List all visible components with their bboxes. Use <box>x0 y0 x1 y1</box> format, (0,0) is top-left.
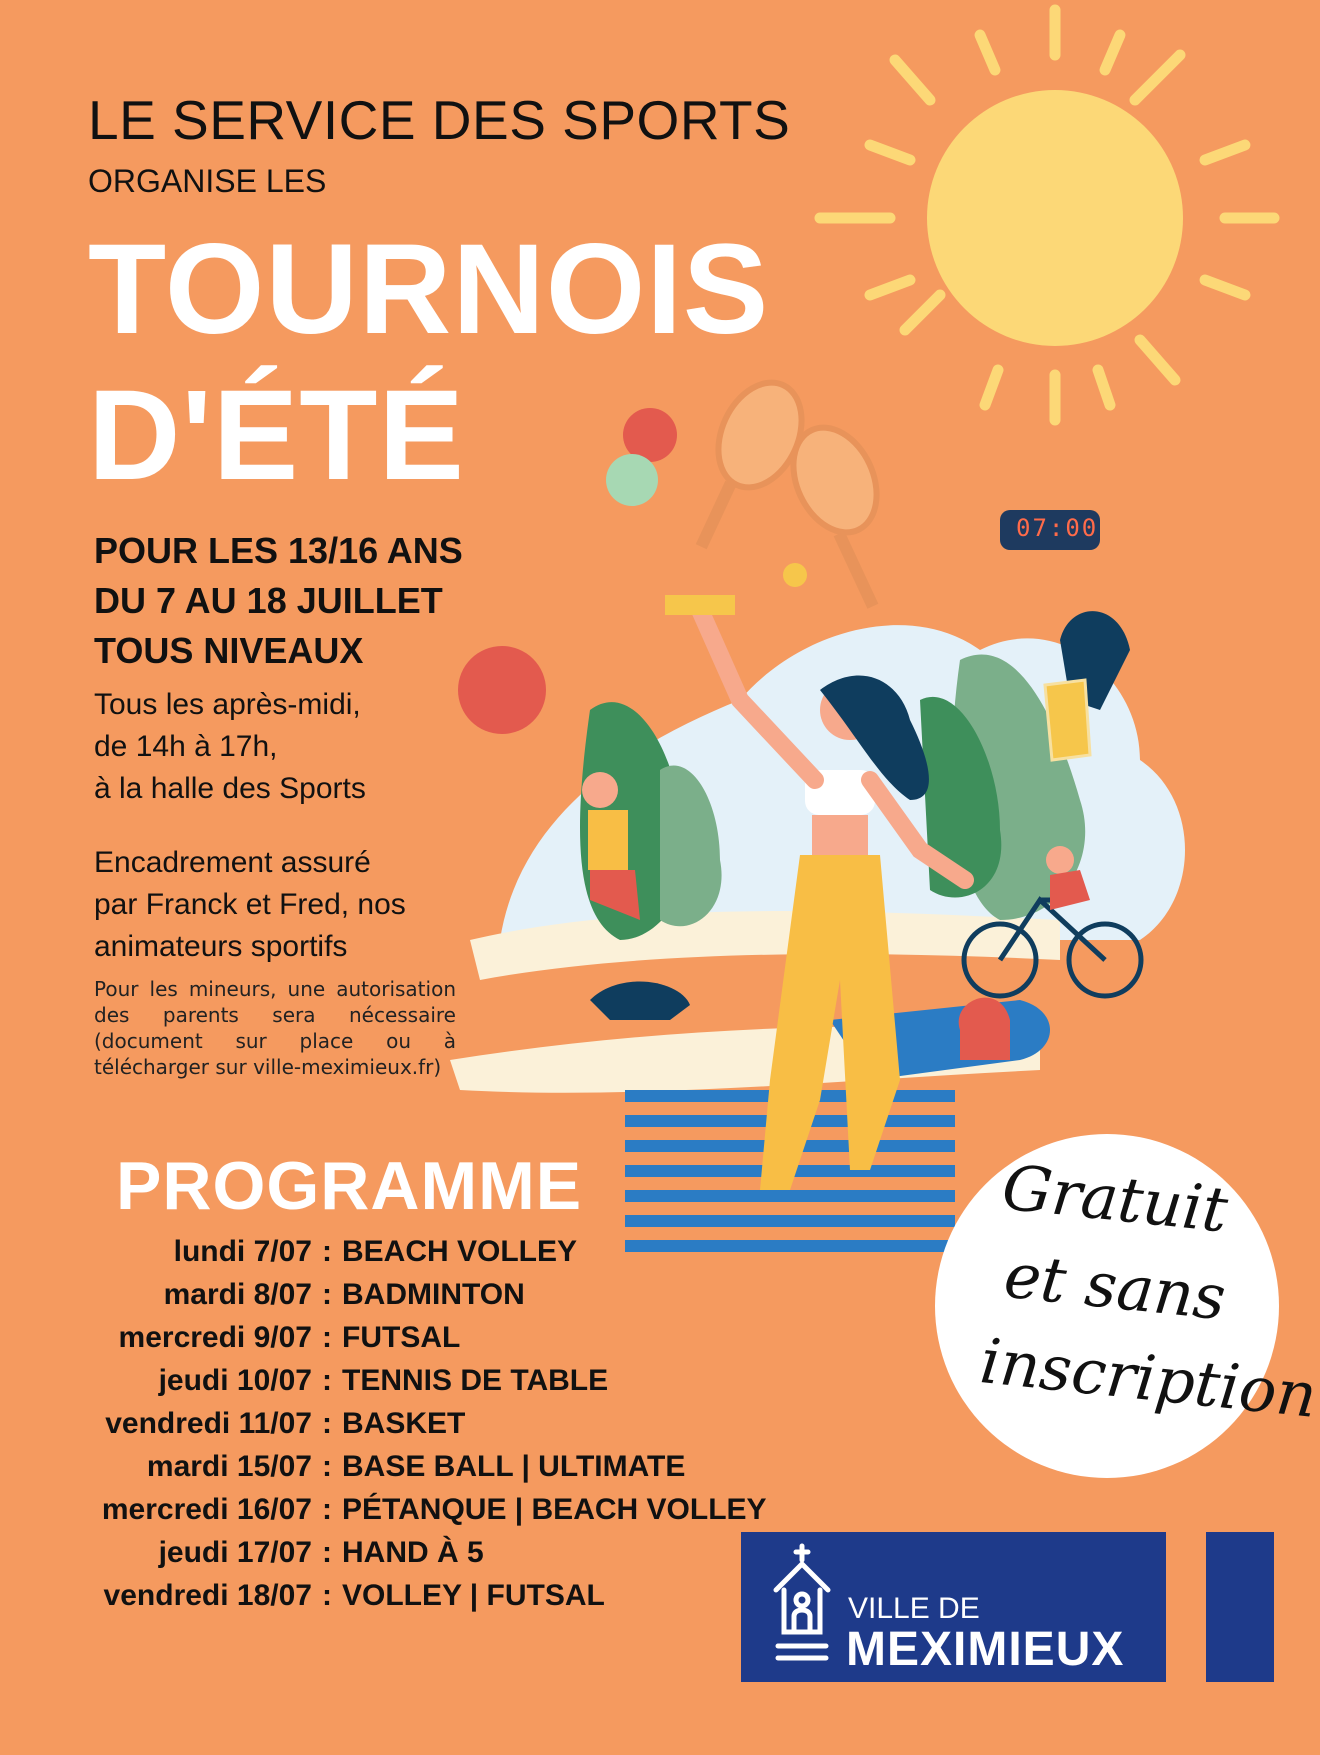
programme-separator: : <box>322 1234 332 1268</box>
programme-day: jeudi 17/07 <box>158 1535 312 1569</box>
levels: TOUS NIVEAUX <box>94 630 364 671</box>
logo-text-line1: VILLE DE <box>848 1592 980 1625</box>
programme-list <box>100 1230 767 1617</box>
programme-day: mardi 15/07 <box>146 1449 312 1483</box>
programme-row <box>100 1273 767 1316</box>
schedule-line2: de 14h à 17h, <box>94 730 278 763</box>
programme-activity: BEACH VOLLEY <box>342 1234 578 1268</box>
programme-row <box>100 1359 767 1402</box>
programme-activity: FUTSAL <box>342 1320 461 1354</box>
date-range: DU 7 AU 18 JUILLET <box>94 580 443 621</box>
programme-row <box>100 1230 767 1273</box>
programme-separator: : <box>322 1406 332 1440</box>
church-icon <box>770 1542 834 1672</box>
organizer-subline: ORGANISE LES <box>88 163 327 199</box>
main-title-line1: TOURNOIS <box>88 218 770 361</box>
programme-day: mardi 8/07 <box>163 1277 312 1311</box>
programme-separator: : <box>322 1492 332 1526</box>
programme-separator: : <box>322 1320 332 1354</box>
programme-activity: BASKET <box>342 1406 466 1440</box>
main-title-line2: D'ÉTÉ <box>88 364 465 507</box>
free-badge-line2: et sans <box>1000 1238 1230 1335</box>
clock-display: 07:00 <box>1016 514 1099 542</box>
staff-line2: par Franck et Fred, nos <box>94 888 406 921</box>
programme-title: PROGRAMME <box>116 1148 583 1224</box>
programme-row <box>100 1488 767 1531</box>
programme-day: lundi 7/07 <box>173 1234 312 1268</box>
staff-line1: Encadrement assuré <box>94 846 371 879</box>
programme-activity: HAND À 5 <box>342 1535 484 1569</box>
programme-separator: : <box>322 1277 332 1311</box>
age-range: POUR LES 13/16 ANS <box>94 530 463 571</box>
programme-activity: BASE BALL | ULTIMATE <box>342 1449 686 1483</box>
sports-illustration <box>440 380 1220 1260</box>
programme-day: mercredi 9/07 <box>118 1320 312 1354</box>
programme-activity: PÉTANQUE | BEACH VOLLEY <box>342 1492 767 1526</box>
programme-row <box>100 1316 767 1359</box>
schedule-line3: à la halle des Sports <box>94 772 366 805</box>
free-badge-line1: Gratuit <box>998 1150 1232 1247</box>
free-badge-line3: inscription <box>976 1324 1320 1432</box>
authorization-note: Pour les mineurs, une autorisation des parents sera nécessaire (document sur place ou à télécharger sur ville-meximieux.fr) <box>94 977 456 1079</box>
programme-separator: : <box>322 1535 332 1569</box>
logo-text-line2: MEXIMIEUX <box>846 1623 1125 1676</box>
logo-side-bar <box>1206 1532 1274 1682</box>
organizer-line: LE SERVICE DES SPORTS <box>88 89 791 151</box>
programme-day: vendredi 18/07 <box>103 1578 312 1612</box>
programme-row <box>100 1574 767 1617</box>
programme-day: mercredi 16/07 <box>101 1492 312 1526</box>
sun-illustration <box>800 0 1274 420</box>
programme-day: vendredi 11/07 <box>105 1406 312 1440</box>
programme-separator: : <box>322 1449 332 1483</box>
staff-line3: animateurs sportifs <box>94 930 348 963</box>
programme-day: jeudi 10/07 <box>158 1363 312 1397</box>
programme-activity: VOLLEY | FUTSAL <box>342 1578 605 1612</box>
programme-row <box>100 1531 767 1574</box>
programme-separator: : <box>322 1578 332 1612</box>
programme-separator: : <box>322 1363 332 1397</box>
programme-row <box>100 1402 767 1445</box>
programme-activity: BADMINTON <box>342 1277 525 1311</box>
schedule-line1: Tous les après-midi, <box>94 688 361 721</box>
programme-row <box>100 1445 767 1488</box>
programme-activity: TENNIS DE TABLE <box>342 1363 609 1397</box>
